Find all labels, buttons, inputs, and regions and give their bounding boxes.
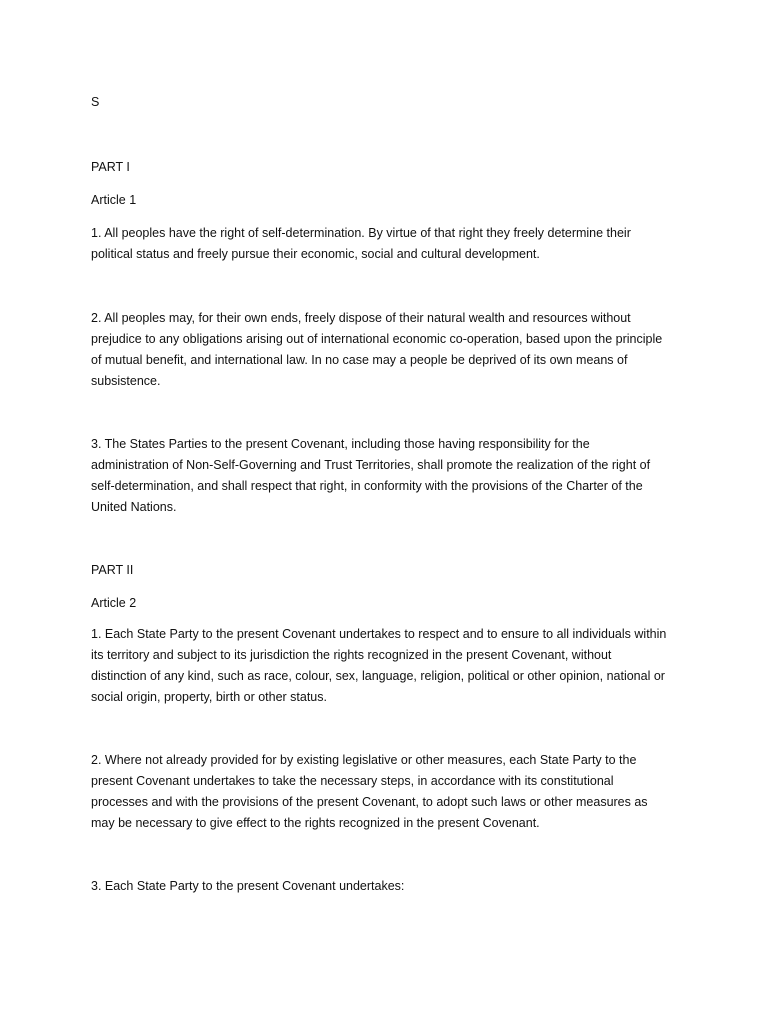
paragraph-line: present Covenant undertakes to take the necessary steps, in accordance with its constitutional <box>91 774 614 788</box>
paragraph-line: political status and freely pursue their economic, social and cultural development. <box>91 247 540 261</box>
paragraph-line: 2. Where not already provided for by existing legislative or other measures, each State Party to the <box>91 753 637 767</box>
paragraph-line: social origin, property, birth or other status. <box>91 690 327 704</box>
article-2-paragraph-2 <box>91 750 691 834</box>
article-2-paragraph-3 <box>91 876 691 897</box>
article-1-paragraph-3 <box>91 434 691 518</box>
article-1-paragraph-1 <box>91 223 691 265</box>
paragraph-line: processes and with the provisions of the present Covenant, to adopt such laws or other measures as <box>91 795 648 809</box>
article-1-paragraph-2 <box>91 308 691 392</box>
article-2-paragraph-1 <box>91 624 691 708</box>
paragraph-line: subsistence. <box>91 374 161 388</box>
paragraph-line: distinction of any kind, such as race, colour, sex, language, religion, political or other opinion, national or <box>91 669 665 683</box>
paragraph-line: United Nations. <box>91 500 177 514</box>
article-1-heading: Article 1 <box>91 193 137 207</box>
stray-letter: S <box>91 95 100 109</box>
paragraph-line: prejudice to any obligations arising out of international economic co-operation, based upon the principle <box>91 332 663 346</box>
paragraph-line: administration of Non-Self-Governing and Trust Territories, shall promote the realization of the right of <box>91 458 651 472</box>
paragraph-line: its territory and subject to its jurisdiction the rights recognized in the present Covenant, without <box>91 648 612 662</box>
paragraph-line: 3. Each State Party to the present Covenant undertakes: <box>91 879 405 893</box>
paragraph-line: of mutual benefit, and international law. In no case may a people be deprived of its own means of <box>91 353 628 367</box>
paragraph-line: 1. Each State Party to the present Covenant undertakes to respect and to ensure to all individuals within <box>91 627 667 641</box>
paragraph-line: 3. The States Parties to the present Covenant, including those having responsibility for the <box>91 437 590 451</box>
paragraph-line: 1. All peoples have the right of self-determination. By virtue of that right they freely determine their <box>91 226 631 240</box>
paragraph-line: may be necessary to give effect to the rights recognized in the present Covenant. <box>91 816 540 830</box>
article-2-heading: Article 2 <box>91 596 137 610</box>
paragraph-line: 2. All peoples may, for their own ends, freely dispose of their natural wealth and resources without <box>91 311 631 325</box>
paragraph-line: self-determination, and shall respect that right, in conformity with the provisions of the Charter of the <box>91 479 643 493</box>
part-1-heading: PART I <box>91 160 130 174</box>
part-2-heading: PART II <box>91 563 134 577</box>
